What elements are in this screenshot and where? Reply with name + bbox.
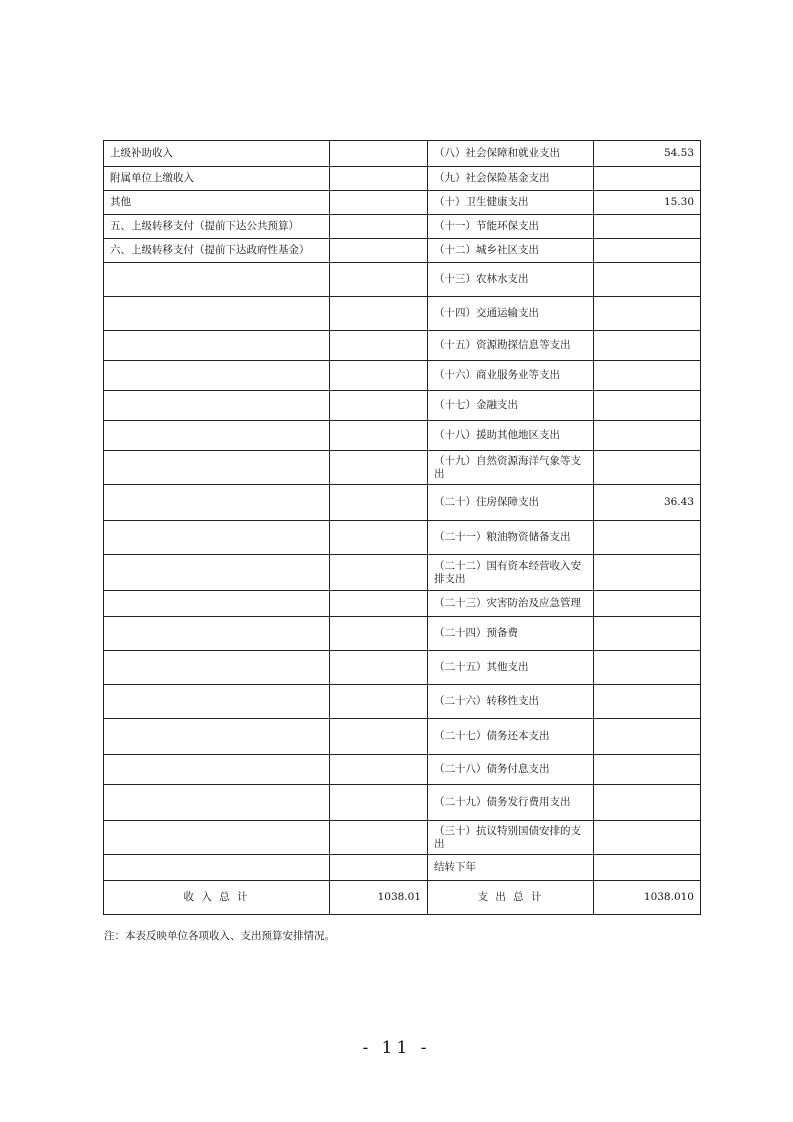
income-item-cell — [104, 685, 330, 719]
income-item-cell — [104, 719, 330, 755]
expenditure-amount-cell — [594, 421, 701, 451]
income-item-cell: 附属单位上缴收入 — [104, 167, 330, 191]
income-item-cell — [104, 785, 330, 821]
table-row — [104, 821, 701, 855]
income-item-cell — [104, 651, 330, 685]
income-amount-cell — [330, 215, 428, 239]
expenditure-item-cell: （十八）援助其他地区支出 — [428, 421, 594, 451]
table-row — [104, 591, 701, 617]
income-amount-cell — [330, 555, 428, 591]
expenditure-amount-cell — [594, 685, 701, 719]
table-row — [104, 855, 701, 881]
income-amount-cell — [330, 821, 428, 855]
income-amount-cell — [330, 331, 428, 361]
expenditure-item-cell: （二十八）债务付息支出 — [428, 755, 594, 785]
income-item-cell — [104, 755, 330, 785]
income-item-cell: 其他 — [104, 191, 330, 215]
table-row — [104, 451, 701, 485]
expenditure-amount-cell — [594, 451, 701, 485]
expenditure-amount-cell — [594, 521, 701, 555]
table-row — [104, 263, 701, 297]
table-row — [104, 141, 701, 167]
expenditure-total-label: 支 出 总 计 — [428, 881, 594, 915]
table-row — [104, 191, 701, 215]
income-amount-cell — [330, 141, 428, 167]
table-row — [104, 719, 701, 755]
income-total-label: 收 入 总 计 — [104, 881, 330, 915]
income-amount-cell — [330, 719, 428, 755]
expenditure-amount-cell — [594, 215, 701, 239]
budget-table-body — [104, 141, 701, 881]
expenditure-amount-cell — [594, 331, 701, 361]
income-amount-cell — [330, 451, 428, 485]
income-item-cell: 上级补助收入 — [104, 141, 330, 167]
expenditure-item-cell: （十）卫生健康支出 — [428, 191, 594, 215]
income-item-cell — [104, 331, 330, 361]
income-amount-cell — [330, 855, 428, 881]
expenditure-amount-cell: 36.43 — [594, 485, 701, 521]
table-row — [104, 485, 701, 521]
totals-row — [104, 881, 701, 915]
expenditure-item-cell: （十九）自然资源海洋气象等支出 — [428, 451, 594, 485]
table-row — [104, 555, 701, 591]
table-row — [104, 167, 701, 191]
expenditure-item-cell: （十四）交通运输支出 — [428, 297, 594, 331]
expenditure-total-value: 1038.010 — [594, 881, 701, 915]
expenditure-item-cell: （十五）资源勘探信息等支出 — [428, 331, 594, 361]
table-row — [104, 521, 701, 555]
expenditure-amount-cell — [594, 591, 701, 617]
table-row — [104, 297, 701, 331]
expenditure-item-cell: （十六）商业服务业等支出 — [428, 361, 594, 391]
income-amount-cell — [330, 685, 428, 719]
expenditure-item-cell: （二十二）国有资本经营收入安排支出 — [428, 555, 594, 591]
income-amount-cell — [330, 167, 428, 191]
income-amount-cell — [330, 785, 428, 821]
income-item-cell — [104, 421, 330, 451]
expenditure-item-cell: （二十四）预备费 — [428, 617, 594, 651]
income-item-cell — [104, 297, 330, 331]
table-row — [104, 361, 701, 391]
income-amount-cell — [330, 651, 428, 685]
expenditure-item-cell: （十一）节能环保支出 — [428, 215, 594, 239]
income-amount-cell — [330, 239, 428, 263]
income-item-cell — [104, 855, 330, 881]
income-amount-cell — [330, 591, 428, 617]
page-number: - 11 - — [362, 1038, 431, 1058]
table-row — [104, 239, 701, 263]
expenditure-amount-cell — [594, 239, 701, 263]
income-amount-cell — [330, 297, 428, 331]
table-row — [104, 617, 701, 651]
expenditure-item-cell: （十二）城乡社区支出 — [428, 239, 594, 263]
expenditure-amount-cell — [594, 297, 701, 331]
expenditure-amount-cell: 15.30 — [594, 191, 701, 215]
income-item-cell — [104, 821, 330, 855]
expenditure-amount-cell — [594, 555, 701, 591]
table-row — [104, 331, 701, 361]
expenditure-amount-cell — [594, 785, 701, 821]
expenditure-item-cell: （九）社会保险基金支出 — [428, 167, 594, 191]
expenditure-amount-cell — [594, 821, 701, 855]
expenditure-item-cell: （二十）住房保障支出 — [428, 485, 594, 521]
expenditure-item-cell: （二十七）债务还本支出 — [428, 719, 594, 755]
income-amount-cell — [330, 485, 428, 521]
table-row — [104, 685, 701, 719]
expenditure-amount-cell — [594, 361, 701, 391]
income-item-cell — [104, 617, 330, 651]
income-amount-cell — [330, 361, 428, 391]
income-amount-cell — [330, 421, 428, 451]
income-item-cell — [104, 521, 330, 555]
table-row — [104, 391, 701, 421]
expenditure-amount-cell — [594, 719, 701, 755]
income-amount-cell — [330, 521, 428, 555]
expenditure-item-cell: （十七）金融支出 — [428, 391, 594, 421]
budget-table — [103, 140, 701, 915]
expenditure-amount-cell — [594, 755, 701, 785]
expenditure-amount-cell: 54.53 — [594, 141, 701, 167]
income-item-cell: 六、上级转移支付（提前下达政府性基金） — [104, 239, 330, 263]
table-row — [104, 651, 701, 685]
income-item-cell — [104, 451, 330, 485]
income-item-cell — [104, 361, 330, 391]
table-row — [104, 755, 701, 785]
expenditure-item-cell: （十三）农林水支出 — [428, 263, 594, 297]
expenditure-amount-cell — [594, 167, 701, 191]
income-total-value: 1038.01 — [330, 881, 428, 915]
expenditure-amount-cell — [594, 855, 701, 881]
expenditure-amount-cell — [594, 263, 701, 297]
expenditure-item-cell: （二十一）粮油物资储备支出 — [428, 521, 594, 555]
expenditure-item-cell: （二十三）灾害防治及应急管理 — [428, 591, 594, 617]
expenditure-item-cell: 结转下年 — [428, 855, 594, 881]
expenditure-amount-cell — [594, 651, 701, 685]
income-amount-cell — [330, 191, 428, 215]
income-amount-cell — [330, 617, 428, 651]
income-item-cell — [104, 485, 330, 521]
income-item-cell — [104, 591, 330, 617]
income-item-cell: 五、上级转移支付（提前下达公共预算） — [104, 215, 330, 239]
income-item-cell — [104, 263, 330, 297]
income-item-cell — [104, 555, 330, 591]
expenditure-item-cell: （三十）抗议特别国债安排的支出 — [428, 821, 594, 855]
expenditure-amount-cell — [594, 617, 701, 651]
table-note: 注：本表反映单位各项收入、支出预算安排情况。 — [104, 930, 335, 942]
expenditure-amount-cell — [594, 391, 701, 421]
table-row — [104, 215, 701, 239]
table-row — [104, 421, 701, 451]
expenditure-item-cell: （八）社会保障和就业支出 — [428, 141, 594, 167]
expenditure-item-cell: （二十五）其他支出 — [428, 651, 594, 685]
table-row — [104, 785, 701, 821]
income-amount-cell — [330, 391, 428, 421]
expenditure-item-cell: （二十九）债务发行费用支出 — [428, 785, 594, 821]
expenditure-item-cell: （二十六）转移性支出 — [428, 685, 594, 719]
income-item-cell — [104, 391, 330, 421]
income-amount-cell — [330, 755, 428, 785]
income-amount-cell — [330, 263, 428, 297]
